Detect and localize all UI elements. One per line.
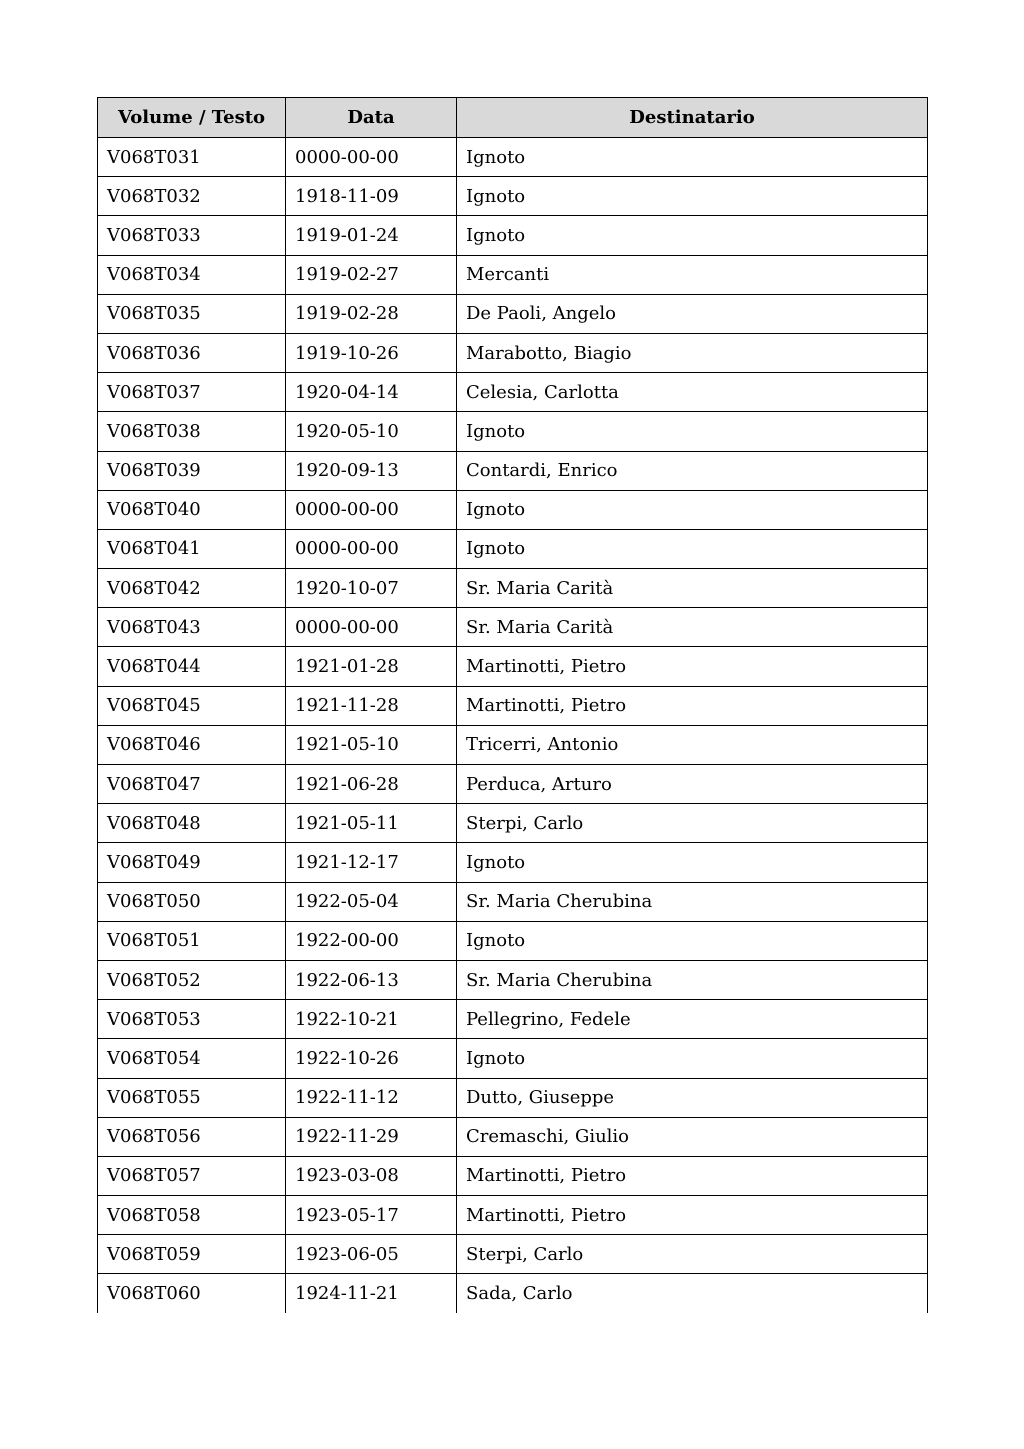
volume-testo-cell: V068T044 [98,647,286,686]
volume-testo-cell: V068T038 [98,412,286,451]
destinatario-cell: Ignoto [457,412,928,451]
volume-testo-cell: V068T043 [98,608,286,647]
volume-testo-cell: V068T056 [98,1117,286,1156]
destinatario-cell: Martinotti, Pietro [457,647,928,686]
destinatario-cell: Ignoto [457,1039,928,1078]
table-row [98,177,928,216]
destinatario-cell: De Paoli, Angelo [457,294,928,333]
volume-testo-cell: V068T057 [98,1156,286,1195]
data-cell: 1919-10-26 [286,333,457,372]
destinatario-cell: Sr. Maria Carità [457,569,928,608]
destinatario-cell: Marabotto, Biagio [457,333,928,372]
table-row [98,216,928,255]
volume-testo-cell: V068T051 [98,921,286,960]
data-cell: 1922-00-00 [286,921,457,960]
table-row [98,765,928,804]
destinatario-cell: Contardi, Enrico [457,451,928,490]
data-cell: 1920-05-10 [286,412,457,451]
table-row [98,1039,928,1078]
table-row [98,1156,928,1195]
destinatario-cell: Sterpi, Carlo [457,804,928,843]
volume-testo-cell: V068T060 [98,1274,286,1313]
table-row [98,412,928,451]
destinatario-cell: Ignoto [457,138,928,177]
volume-testo-cell: V068T052 [98,960,286,999]
volume-testo-cell: V068T039 [98,451,286,490]
table-row [98,804,928,843]
data-cell: 1923-03-08 [286,1156,457,1195]
destinatario-cell: Sada, Carlo [457,1274,928,1313]
destinatario-cell: Cremaschi, Giulio [457,1117,928,1156]
volume-testo-cell: V068T040 [98,490,286,529]
destinatario-cell: Ignoto [457,843,928,882]
destinatario-cell: Sr. Maria Carità [457,608,928,647]
table-row [98,843,928,882]
destinatario-cell: Sterpi, Carlo [457,1235,928,1274]
volume-testo-cell: V068T050 [98,882,286,921]
destinatario-cell: Martinotti, Pietro [457,686,928,725]
data-cell: 1921-05-10 [286,725,457,764]
table-row [98,1235,928,1274]
table-row [98,1000,928,1039]
volume-testo-cell: V068T046 [98,725,286,764]
data-cell: 0000-00-00 [286,529,457,568]
data-cell: 1922-05-04 [286,882,457,921]
data-cell: 1922-10-21 [286,1000,457,1039]
volume-testo-cell: V068T053 [98,1000,286,1039]
data-cell: 1920-09-13 [286,451,457,490]
table-row [98,451,928,490]
destinatario-cell: Sr. Maria Cherubina [457,882,928,921]
table-row [98,686,928,725]
data-cell: 1922-11-12 [286,1078,457,1117]
data-cell: 1921-12-17 [286,843,457,882]
data-cell: 1921-01-28 [286,647,457,686]
volume-testo-cell: V068T047 [98,765,286,804]
table-row [98,960,928,999]
data-cell: 1922-06-13 [286,960,457,999]
table-row [98,294,928,333]
table-header-row [98,98,928,138]
table-row [98,255,928,294]
volume-testo-cell: V068T058 [98,1196,286,1235]
table-row [98,725,928,764]
destinatario-cell: Martinotti, Pietro [457,1156,928,1195]
table-row [98,608,928,647]
volume-testo-cell: V068T059 [98,1235,286,1274]
volume-testo-cell: V068T036 [98,333,286,372]
table-row [98,1274,928,1313]
data-cell: 0000-00-00 [286,608,457,647]
destinatario-cell: Mercanti [457,255,928,294]
data-cell: 0000-00-00 [286,490,457,529]
header-volume-testo: Volume / Testo [98,98,286,138]
volume-testo-cell: V068T055 [98,1078,286,1117]
volume-testo-cell: V068T033 [98,216,286,255]
destinatario-cell: Celesia, Carlotta [457,373,928,412]
data-cell: 1922-10-26 [286,1039,457,1078]
data-cell: 1918-11-09 [286,177,457,216]
volume-testo-cell: V068T032 [98,177,286,216]
volume-testo-cell: V068T041 [98,529,286,568]
destinatario-cell: Ignoto [457,177,928,216]
volume-testo-cell: V068T049 [98,843,286,882]
letters-table [97,97,928,1313]
data-cell: 0000-00-00 [286,138,457,177]
table-row [98,1196,928,1235]
volume-testo-cell: V068T034 [98,255,286,294]
data-cell: 1921-05-11 [286,804,457,843]
table-row [98,490,928,529]
data-cell: 1919-01-24 [286,216,457,255]
table-row [98,569,928,608]
data-cell: 1920-10-07 [286,569,457,608]
table-row [98,138,928,177]
volume-testo-cell: V068T048 [98,804,286,843]
destinatario-cell: Martinotti, Pietro [457,1196,928,1235]
data-cell: 1923-05-17 [286,1196,457,1235]
data-cell: 1923-06-05 [286,1235,457,1274]
table-row [98,647,928,686]
destinatario-cell: Ignoto [457,216,928,255]
volume-testo-cell: V068T054 [98,1039,286,1078]
table-row [98,333,928,372]
volume-testo-cell: V068T042 [98,569,286,608]
table-row [98,529,928,568]
volume-testo-cell: V068T037 [98,373,286,412]
table-row [98,1078,928,1117]
table-body [98,138,928,1314]
volume-testo-cell: V068T035 [98,294,286,333]
destinatario-cell: Ignoto [457,490,928,529]
destinatario-cell: Ignoto [457,921,928,960]
destinatario-cell: Perduca, Arturo [457,765,928,804]
destinatario-cell: Ignoto [457,529,928,568]
volume-testo-cell: V068T045 [98,686,286,725]
data-cell: 1922-11-29 [286,1117,457,1156]
data-cell: 1920-04-14 [286,373,457,412]
data-cell: 1921-11-28 [286,686,457,725]
destinatario-cell: Pellegrino, Fedele [457,1000,928,1039]
header-data: Data [286,98,457,138]
table-row [98,373,928,412]
table-row [98,882,928,921]
data-cell: 1919-02-27 [286,255,457,294]
destinatario-cell: Sr. Maria Cherubina [457,960,928,999]
table-row [98,1117,928,1156]
data-cell: 1921-06-28 [286,765,457,804]
table-row [98,921,928,960]
destinatario-cell: Tricerri, Antonio [457,725,928,764]
data-cell: 1924-11-21 [286,1274,457,1313]
header-destinatario: Destinatario [457,98,928,138]
destinatario-cell: Dutto, Giuseppe [457,1078,928,1117]
data-cell: 1919-02-28 [286,294,457,333]
volume-testo-cell: V068T031 [98,138,286,177]
